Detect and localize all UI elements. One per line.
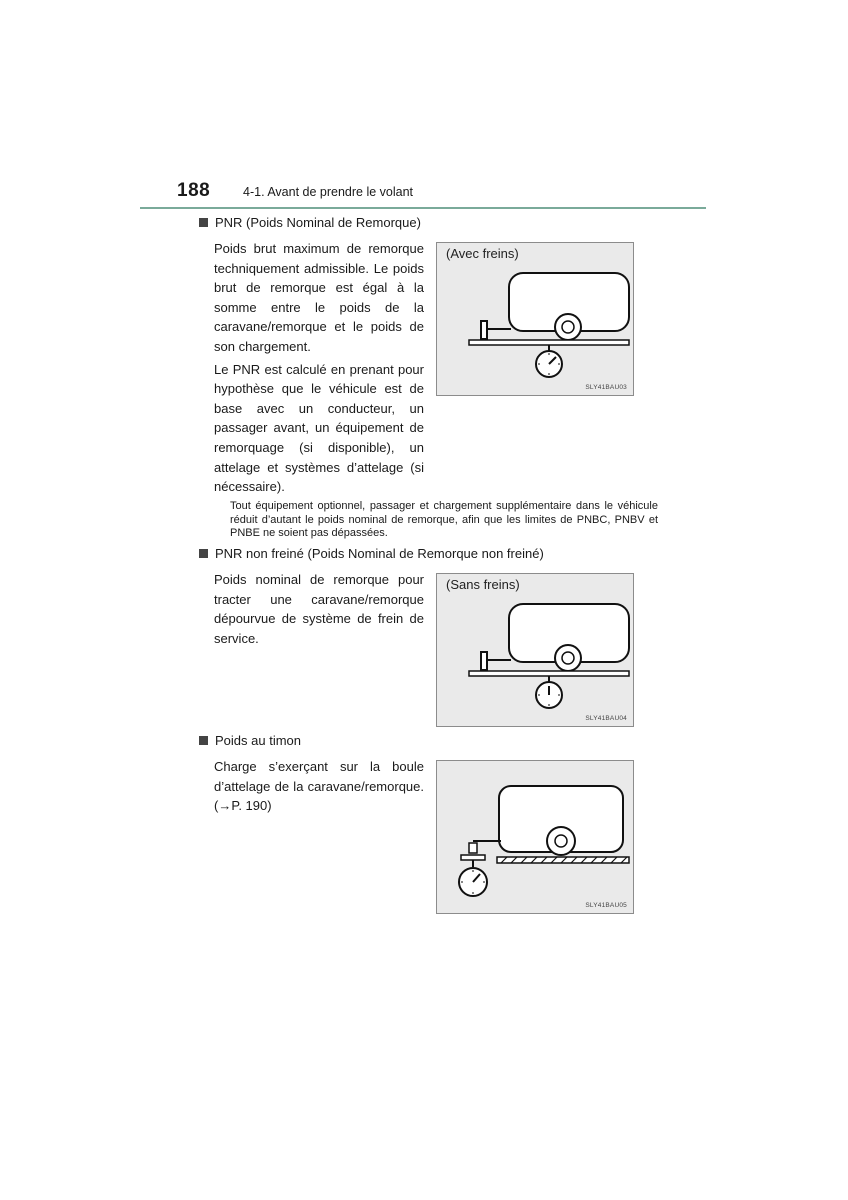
section-body-tongue-weight (214, 757, 424, 819)
section-heading-label: Poids au timon (215, 733, 301, 748)
section-body-pnr-unbraked (214, 570, 424, 651)
figure-caption: (Avec freins) (446, 246, 519, 261)
section-heading-label: PNR non freiné (Poids Nominal de Remorque non freiné) (215, 546, 544, 561)
bullet-square-icon (199, 549, 208, 558)
page-number: 188 (177, 180, 211, 201)
figure-tongue-weight (436, 760, 634, 914)
section-body-pnr (214, 239, 424, 500)
figure-caption: (Sans freins) (446, 577, 520, 592)
trailer-scale-illustration (437, 243, 635, 397)
trailer-scale-illustration (437, 574, 635, 728)
figure-code: SLY41BAU03 (585, 384, 627, 391)
paragraph: Poids brut maximum de remorque techniquement admissible. Le poids brut de remorque est égal à la somme entre le poids de la caravane/remorque et le poids de son chargement. (214, 241, 424, 354)
section-heading-pnr-unbraked (199, 546, 544, 561)
chapter-title: 4-1. Avant de prendre le volant (243, 185, 414, 199)
paragraph: Le PNR est calculé en prenant pour hypothèse que le véhicule est de base avec un conducteur, un passager avant, un équipement de remorquage (si disponible), un attelage et systèmes d’attelage (si nécessaire). (214, 361, 424, 495)
tongue-weight-illustration (437, 761, 635, 915)
section-note-pnr: Tout équipement optionnel, passager et chargement supplémentaire dans le véhicule réduit d’autant le poids nominal de remorque, afin que les limites de PNBC, PNBV et PNBE ne soient pas dépassées. (230, 500, 658, 539)
section-heading-pnr (199, 215, 421, 230)
section-heading-tongue-weight (199, 733, 301, 748)
bullet-square-icon (199, 736, 208, 745)
bullet-square-icon (199, 218, 208, 227)
figure-trailer-without-brakes (436, 573, 634, 727)
header-rule (140, 207, 706, 209)
paragraph: Charge s’exerçant sur la boule d’attelage de la caravane/remorque. (→P. 190) (214, 759, 424, 814)
paragraph: Poids nominal de remorque pour tracter une caravane/remorque dépourvue de système de frein de service. (214, 572, 424, 646)
figure-trailer-with-brakes (436, 242, 634, 396)
figure-code: SLY41BAU04 (585, 715, 627, 722)
section-heading-label: PNR (Poids Nominal de Remorque) (215, 215, 421, 230)
figure-code: SLY41BAU05 (585, 902, 627, 909)
